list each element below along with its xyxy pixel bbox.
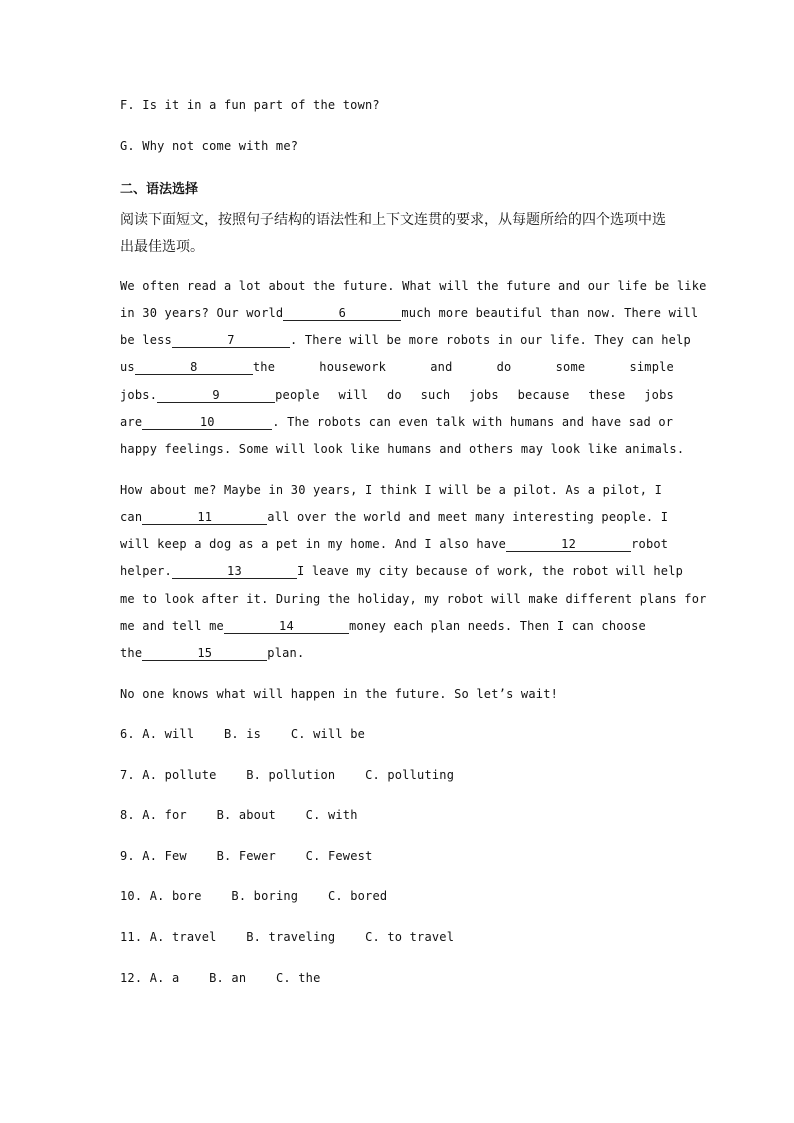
passage-text: . The robots can even talk with humans and have sad or [272, 415, 674, 429]
passage-line [120, 360, 674, 375]
passage-line: No one knows what will happen in the future. So let’s wait! [120, 687, 559, 701]
question-number: 10. [120, 889, 143, 903]
passage-text: the [252, 360, 276, 374]
passage-word: will [338, 388, 369, 402]
passage-text: be less [120, 333, 172, 347]
option-b: B. traveling [246, 930, 336, 944]
passage-line [120, 510, 668, 525]
passage-line [120, 388, 674, 403]
option-c: C. Fewest [305, 849, 373, 863]
question-number: 11. [120, 930, 143, 944]
passage-line [120, 306, 699, 321]
passage-text: much more beautiful than now. There will [401, 306, 699, 320]
passage-text: people [275, 388, 320, 402]
option-b: B. boring [231, 889, 299, 903]
option-a: A. a [149, 971, 180, 985]
option-a: A. bore [149, 889, 202, 903]
passage-text: me and tell me [120, 619, 224, 633]
blank-10: 10 [142, 416, 272, 430]
passage-text: can [120, 510, 143, 524]
question-number: 12. [120, 971, 143, 985]
passage-line: happy feelings. Some will look like humans and others may look like animals. [120, 442, 685, 456]
passage-text: in 30 years? Our world [120, 306, 284, 320]
blank-15: 15 [142, 647, 267, 661]
passage-word: housework [319, 360, 387, 374]
passage-word: some [555, 360, 586, 374]
option-b: B. pollution [246, 768, 336, 782]
passage-line [120, 646, 304, 661]
option-b: B. is [223, 727, 262, 741]
blank-6: 6 [283, 307, 401, 321]
option-b: B. an [209, 971, 247, 985]
question-row [120, 727, 365, 741]
instruction-line-1: 阅读下面短文，按照句子结构的语法性和上下文连贯的要求，从每题所给的四个选项中选 [120, 212, 666, 228]
passage-line [120, 537, 668, 552]
blank-14: 14 [224, 620, 349, 634]
option-c: C. will be [290, 727, 366, 741]
option-c: C. bored [327, 889, 388, 903]
question-number: 8. [120, 808, 135, 822]
option-a: A. will [142, 727, 195, 741]
passage-word: and [430, 360, 453, 374]
question-number: 6. [120, 727, 135, 741]
passage-word: jobs [644, 388, 674, 402]
question-row [120, 971, 321, 985]
passage-text: helper. [120, 564, 172, 578]
passage-text: plan. [267, 646, 305, 660]
passage-word: these [588, 388, 626, 402]
option-a: A. Few [142, 849, 187, 863]
passage-text: money each plan needs. Then I can choose [348, 619, 646, 633]
passage-word: simple [629, 360, 674, 374]
option-g: G. Why not come with me? [120, 139, 299, 153]
blank-13: 13 [172, 565, 297, 579]
blank-11: 11 [142, 511, 267, 525]
blank-12: 12 [506, 538, 631, 552]
section-heading: 二、语法选择 [120, 182, 199, 197]
question-number: 9. [120, 849, 135, 863]
passage-line: We often read a lot about the future. What will the future and our life be like [120, 279, 707, 293]
option-f: F. Is it in a fun part of the town? [120, 98, 380, 112]
instruction-line-2: 出最佳选项。 [120, 239, 204, 255]
passage-text: us [120, 360, 135, 374]
blank-9: 9 [157, 389, 275, 403]
passage-word: because [517, 388, 570, 402]
passage-word: jobs [469, 388, 499, 402]
passage-line: How about me? Maybe in 30 years, I think I will be a pilot. As a pilot, I [120, 483, 662, 497]
passage-text: all over the world and meet many interesting people. I [267, 510, 669, 524]
passage-text: jobs. [120, 388, 158, 402]
option-a: A. travel [149, 930, 217, 944]
question-row [120, 808, 358, 822]
passage-text: . There will be more robots in our life. They can help [289, 333, 691, 347]
blank-8: 8 [135, 361, 253, 375]
question-row [120, 768, 454, 782]
question-number: 7. [120, 768, 135, 782]
passage-text: robot [631, 537, 669, 551]
option-c: C. with [305, 808, 358, 822]
passage-word: do [496, 360, 512, 374]
option-c: C. the [275, 971, 321, 985]
question-row [120, 930, 454, 944]
passage-line [120, 333, 691, 348]
question-row [120, 889, 387, 903]
passage-line: me to look after it. During the holiday, my robot will make different plans for [120, 592, 707, 606]
passage-text: are [120, 415, 143, 429]
passage-line [120, 619, 646, 634]
blank-7: 7 [172, 334, 290, 348]
option-c: C. polluting [365, 768, 455, 782]
option-b: B. about [216, 808, 276, 822]
passage-text: I leave my city because of work, the robot will help [296, 564, 684, 578]
passage-word: do [386, 388, 402, 402]
passage-line [120, 415, 673, 430]
option-c: C. to travel [365, 930, 455, 944]
passage-text: the [120, 646, 143, 660]
passage-line [120, 564, 683, 579]
option-a: A. pollute [142, 768, 217, 782]
option-a: A. for [142, 808, 187, 822]
passage-word: such [420, 388, 451, 402]
passage-text: will keep a dog as a pet in my home. And I also have [120, 537, 507, 551]
option-b: B. Fewer [216, 849, 276, 863]
question-row [120, 849, 373, 863]
